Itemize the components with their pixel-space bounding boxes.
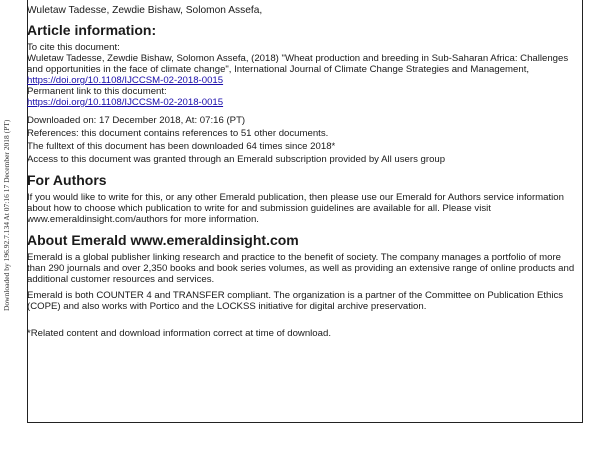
for-authors-text: If you would like to write for this, or any other Emerald publication, then please use our Emerald for Authors service information about how to choose which publication to write for and submission guidelines are available for all. Please visit www.emeraldinsight.com/authors for more information.: [27, 192, 564, 225]
citation-text: Wuletaw Tadesse, Zewdie Bishaw, Solomon Assefa, (2018) "Wheat production and breeding in Sub-Saharan Africa: Challenges and opportunities in the face of climate change", International Journal of Climate Change Strategies and Management,: [27, 53, 569, 75]
authors-line: Wuletaw Tadesse, Zewdie Bishaw, Solomon Assefa,: [27, 5, 263, 16]
about-emerald-para2: Emerald is both COUNTER 4 and TRANSFER compliant. The organization is a partner of the Committee on Publication Ethics (COPE) and also works with Portico and the LOCKSS initiative for digital archive preservation.: [27, 290, 564, 312]
for-authors-section: [27, 172, 579, 225]
permanent-doi-link[interactable]: https://doi.org/10.1108/IJCCSM-02-2018-0015: [27, 97, 224, 108]
access-statement: Access to this document was granted through an Emerald subscription provided by All users group: [27, 154, 446, 165]
download-watermark: Downloaded by 196.92.7.134 At 07:16 17 December 2018 (PT): [2, 119, 11, 311]
article-information-section: [27, 22, 579, 165]
permanent-link-label: Permanent link to this document:: [27, 86, 167, 97]
for-authors-heading: For Authors: [27, 172, 107, 188]
about-emerald-section: [27, 232, 579, 312]
downloaded-on: Downloaded on: 17 December 2018, At: 07:16 (PT): [27, 115, 246, 126]
document-content: [27, 22, 579, 339]
citation: [27, 53, 579, 86]
article-information-heading: Article information:: [27, 22, 157, 38]
cite-label: To cite this document:: [27, 42, 120, 53]
fulltext-downloads: The fulltext of this document has been downloaded 64 times since 2018*: [27, 141, 336, 152]
footnote: *Related content and download information correct at time of download.: [27, 328, 331, 339]
citation-doi-link[interactable]: https://doi.org/10.1108/IJCCSM-02-2018-0015: [27, 75, 224, 86]
about-emerald-para1: Emerald is a global publisher linking research and practice to the benefit of society. The company manages a portfolio of more than 290 journals and over 2,350 books and book series volumes, as well as providing an extensive range of online products and additional customer resources and services.: [27, 252, 575, 285]
document-page: [27, 0, 587, 450]
references-count: References: this document contains references to 51 other documents.: [27, 128, 329, 139]
about-emerald-heading: About Emerald www.emeraldinsight.com: [27, 232, 299, 248]
